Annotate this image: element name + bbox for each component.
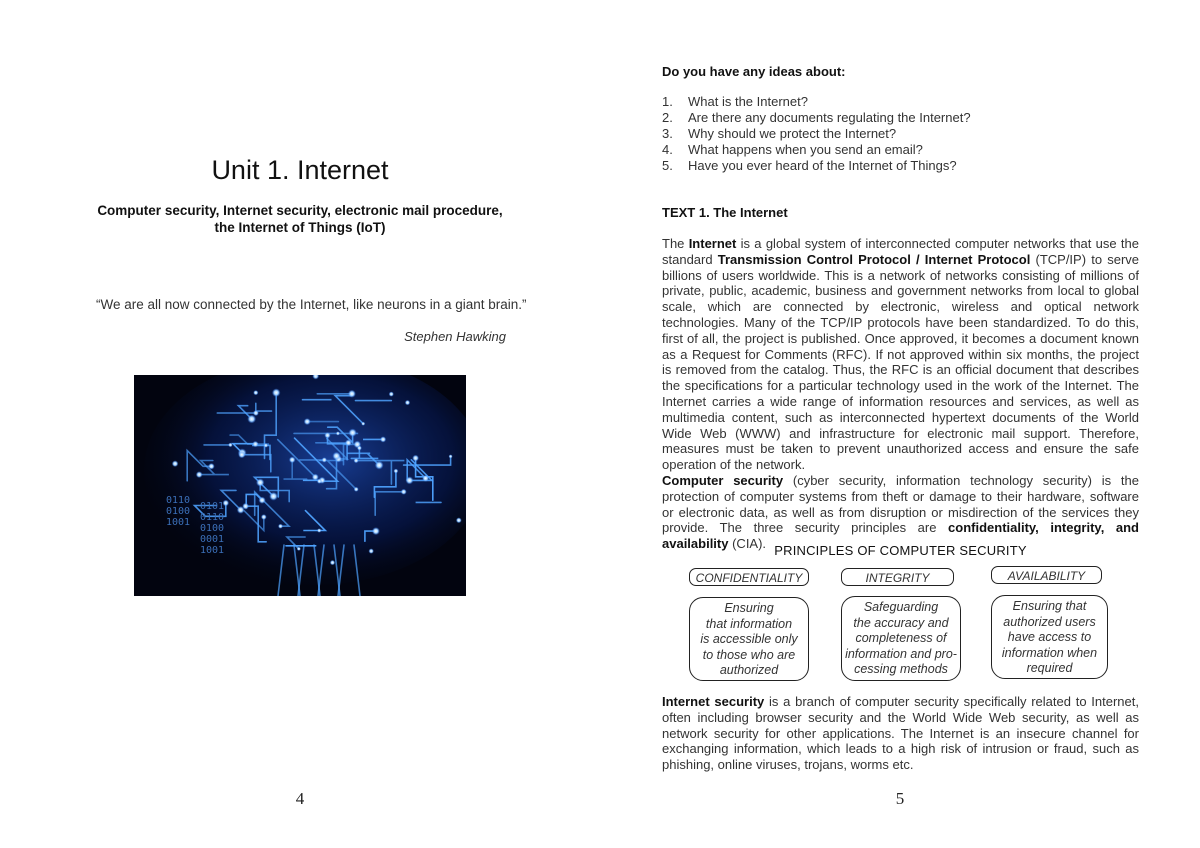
circuit-node [297, 547, 301, 551]
questions-heading: Do you have any ideas about: [662, 64, 846, 79]
circuit-node [330, 560, 335, 565]
circuit-node [357, 446, 362, 451]
circuit-node [354, 487, 359, 492]
circuit-node [401, 489, 407, 495]
brain-circuit-image [134, 375, 466, 596]
unit-subtitle [90, 202, 510, 236]
circuit-node [354, 458, 359, 463]
binary-digits: 0110 [200, 512, 225, 523]
circuit-node [324, 432, 330, 438]
page-number-right: 5 [895, 789, 905, 808]
circuit-node [172, 460, 179, 467]
paragraph-computer-security: Computer security (cyber security, information technology security) is the protection of computer systems from theft or damage to their hardware, software or electronic data, as well as from disruption or misdirection of the services they provide. The three security principles are confidentiality, integrity, and availability (CIA). [662, 473, 1139, 552]
circuit-node [456, 517, 462, 523]
list-item: 3. Why should we protect the Internet? [662, 126, 897, 141]
circuit-node [238, 451, 245, 458]
list-item: 4. What happens when you send an email? [662, 142, 923, 157]
list-item: 5. Have you ever heard of the Internet of Things? [662, 158, 957, 173]
circuit-node [345, 439, 352, 446]
quote-author: Stephen Hawking [404, 329, 506, 344]
principle-label-availability: AVAILABILITY [991, 566, 1102, 584]
circuit-node [336, 431, 340, 435]
circuit-node [272, 388, 281, 397]
binary-digits: 1001 [200, 545, 225, 556]
circuit-node [237, 506, 245, 514]
circuit-node [253, 390, 258, 395]
circuit-node [252, 441, 258, 447]
circuit-node [449, 454, 453, 458]
circuit-node [406, 476, 414, 484]
circuit-node [412, 455, 419, 462]
epigraph-quote: “We are all now connected by the Internet, like neurons in a giant brain.” [96, 297, 527, 312]
binary-digits: 0001 [200, 534, 225, 545]
circuit-node [332, 452, 340, 460]
circuit-node [289, 457, 296, 464]
list-item: 1. What is the Internet? [662, 94, 808, 109]
right-page [600, 0, 1200, 848]
binary-digits: 0101 [200, 501, 225, 512]
subtitle-line-2: the Internet of Things (IoT) [214, 220, 386, 235]
binary-digits: 0110 [166, 495, 191, 506]
questions-list [662, 94, 971, 174]
circuit-node [278, 524, 283, 529]
circuit-node [405, 400, 410, 405]
circuit-node [256, 478, 264, 486]
circuit-node [253, 410, 259, 416]
circuit-node [269, 492, 278, 501]
unit-title: Unit 1. Internet [211, 155, 389, 185]
principle-box-availability: Ensuring that authorized users have access to information when required [991, 595, 1108, 679]
circuit-node [264, 443, 269, 448]
circuit-node [348, 390, 356, 398]
circuit-node [317, 479, 322, 484]
circuit-node [322, 457, 327, 462]
page-number-left: 4 [295, 789, 305, 808]
circuit-node [261, 514, 267, 520]
circuit-node [208, 463, 215, 470]
text-heading: TEXT 1. The Internet [662, 205, 788, 220]
principle-label-confidentiality: CONFIDENTIALITY [689, 568, 809, 586]
paragraph-internet: The Internet is a global system of interconnected computer networks that use the standard Transmission Control Protocol / Internet Protocol (TCP/IP) to serve billions of users worldwide. This is a network of networks consisting of millions of private, public, academic, business and government networks from local to global scale, which are connected by electronic, wireless and optical network technologies. Many of the TCP/IP protocols have been standardized. To do this, first of all, the project is published. Once approved, it becomes a document known as a Request for Comments (RFC). If not approved within six months, the project is removed from the catalog. Thus, the RFC is an official document that describes the specifications for a particular technology used in the work of the Internet. The Internet carries a wide range of information resources and services, as well as multimedia content, such as interconnected hypertext documents of the World Wide Web (WWW) and infrastructure for electronic mail support. Therefore, measures must be taken to prevent unauthorized access and ensure the safe operation of the network. [662, 236, 1139, 473]
circuit-node [228, 443, 233, 448]
list-item: 2. Are there any documents regulating the Internet? [662, 110, 971, 125]
circuit-node [375, 461, 384, 470]
circuit-node [372, 527, 380, 535]
circuit-node [247, 415, 256, 424]
binary-digits: 1001 [166, 517, 191, 528]
principle-box-confidentiality: Ensuring that information is accessible only to those who are authorized [689, 597, 809, 681]
circuit-node [259, 497, 266, 504]
circuit-node [348, 429, 356, 437]
circuit-node [389, 392, 394, 397]
subtitle-line-1: Computer security, Internet security, electronic mail procedure, [97, 203, 503, 218]
paragraph-internet-security: Internet security is a branch of computer security specifically related to Internet, often including browser security and the World Wide Web security, as well as network security for other applications. The Internet is an insecure channel for exchanging information, which leads to a high risk of intrusion or fraud, such as phishing, online viruses, trojans, worms etc. [662, 694, 1139, 773]
binary-digits: 0100 [166, 506, 191, 517]
principles-title: PRINCIPLES OF COMPUTER SECURITY [774, 543, 1027, 558]
circuit-node [369, 548, 374, 553]
circuit-node [380, 436, 386, 442]
circuit-node [422, 475, 429, 482]
circuit-node [196, 471, 203, 478]
circuit-node [304, 418, 311, 425]
binary-digits: 0100 [200, 523, 225, 534]
brain-circuit-illustration [134, 375, 466, 596]
principle-box-integrity: Safeguarding the accuracy and completeness of information and pro- cessing methods [841, 596, 961, 681]
circuit-node [317, 528, 321, 532]
principle-label-integrity: INTEGRITY [841, 568, 954, 586]
circuit-node [394, 469, 399, 474]
circuit-node [361, 422, 365, 426]
